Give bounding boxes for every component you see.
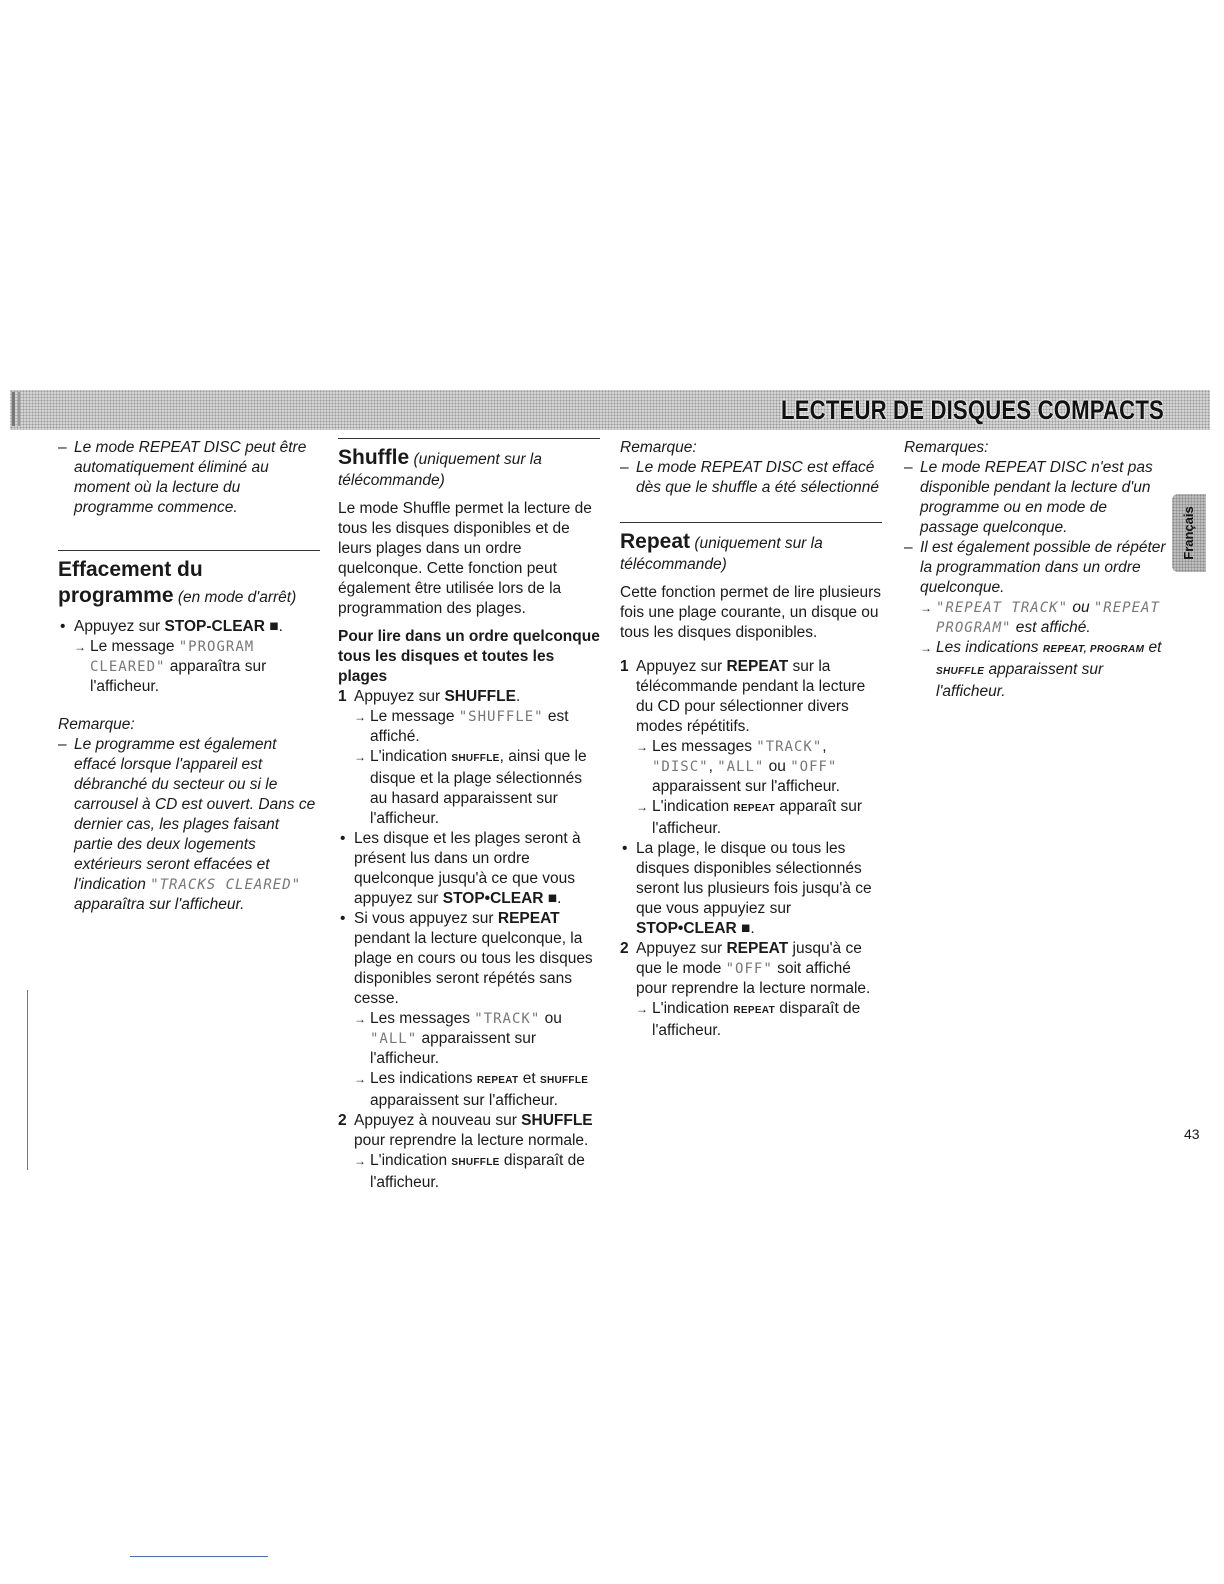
remark-text: – Le mode REPEAT DISC n'est pas disponible pendant la lecture d'un programme ou en mode de passage quelconque. bbox=[904, 458, 1166, 538]
banner-edge-mark bbox=[12, 392, 15, 426]
step-item: 2 Appuyez à nouveau sur SHUFFLE pour reprendre la lecture normale. bbox=[338, 1112, 593, 1149]
column-1 bbox=[58, 438, 320, 915]
section-heading-shuffle bbox=[338, 438, 600, 491]
step-item: 1 Appuyez sur REPEAT sur la télécommande pendant la lecture du CD pour sélectionner divers modes répétitifs. bbox=[620, 658, 866, 735]
display-message: "TRACK" bbox=[756, 739, 823, 755]
heading-title: Shuffle bbox=[338, 446, 410, 469]
display-message: "REPEAT TRACK" bbox=[936, 600, 1069, 616]
bullet-item: • Si vous appuyez sur REPEAT pendant la lecture quelconque, la plage en cours ou tous les disques disponibles seront répétés sans cesse. bbox=[338, 909, 600, 1009]
column-3 bbox=[620, 438, 882, 1041]
indicator-name: SHUFFLE bbox=[451, 1157, 500, 1168]
display-message: "PROGRAM CLEARED" bbox=[90, 639, 255, 675]
arrow-item: → L'indication SHUFFLE disparaît de l'afficheur. bbox=[338, 1151, 600, 1193]
display-message: "ALL" bbox=[717, 759, 765, 775]
key-name: SHUFFLE bbox=[521, 1112, 593, 1129]
display-message: "TRACK" bbox=[474, 1011, 541, 1027]
arrow-item: → Les messages "TRACK" ou "ALL" apparaissent sur l'afficheur. bbox=[338, 1009, 600, 1069]
arrow-item: → Le message "PROGRAM CLEARED" apparaîtra sur l'afficheur. bbox=[58, 637, 320, 697]
heading-title: Repeat bbox=[620, 530, 691, 553]
remark-text: – Le programme est également effacé lorsque l'appareil est débranché du secteur ou si le carrousel à CD est ouvert. Dans ce dernier cas, les plages faisant partie des deux logements extérieurs seront effacées et l'indication "TRACKS CLEARED" apparaîtra sur l'afficheur. bbox=[58, 735, 320, 915]
arrow-item: → L'indication SHUFFLE, ainsi que le disque et la plage sélectionnés au hasard apparaissent sur l'afficheur. bbox=[338, 747, 600, 829]
remark-label: Remarque: bbox=[58, 716, 135, 733]
arrow-item: → Les indications REPEAT, PROGRAM et SHUFFLE apparaissent sur l'afficheur. bbox=[904, 638, 1166, 702]
key-name: STOP•CLEAR ■ bbox=[442, 890, 558, 907]
margin-rule bbox=[27, 990, 28, 1170]
indicator-name: SHUFFLE bbox=[451, 753, 500, 764]
key-name: REPEAT bbox=[726, 940, 789, 957]
key-name: STOP-CLEAR ■ bbox=[164, 618, 279, 635]
indicator-name: SHUFFLE bbox=[540, 1075, 589, 1086]
page-number: 43 bbox=[1184, 1126, 1200, 1142]
column-4 bbox=[904, 438, 1166, 702]
arrow-item: → "REPEAT TRACK" ou "REPEAT PROGRAM" est affiché. bbox=[904, 598, 1166, 638]
display-message: "REPEAT PROGRAM" bbox=[936, 600, 1160, 636]
display-message: "ALL" bbox=[370, 1031, 418, 1047]
remark-label: Remarques: bbox=[904, 439, 989, 456]
remark-label: Remarque: bbox=[620, 439, 697, 456]
indicator-name: REPEAT bbox=[733, 1005, 775, 1016]
display-message: "DISC" bbox=[652, 759, 709, 775]
key-name: REPEAT bbox=[497, 910, 560, 927]
display-message: "OFF" bbox=[725, 961, 773, 977]
indicator-name: REPEAT bbox=[476, 1075, 519, 1086]
remark-text: – Le mode REPEAT DISC est effacé dès que le shuffle a été sélectionné bbox=[620, 458, 882, 498]
key-name: REPEAT bbox=[726, 658, 789, 675]
intro-paragraph: Cette fonction permet de lire plusieurs fois une plage courante, un disque ou tous les disques disponibles. bbox=[620, 584, 882, 641]
key-name: STOP•CLEAR ■ bbox=[636, 920, 751, 937]
indicator-name: REPEAT, PROGRAM bbox=[1042, 644, 1145, 655]
remark-text: – Il est également possible de répéter la programmation dans un ordre quelconque. bbox=[904, 538, 1166, 598]
display-message: "SHUFFLE" bbox=[458, 709, 544, 725]
arrow-item: → L'indication REPEAT disparaît de l'afficheur. bbox=[620, 999, 882, 1041]
section-title: LECTEUR DE DISQUES COMPACTS bbox=[781, 395, 1164, 425]
section-heading-repeat bbox=[620, 522, 882, 575]
note-repeat-disc: – Le mode REPEAT DISC peut être automatiquement éliminé au moment où la lecture du programme commence. bbox=[58, 438, 320, 518]
heading-title: Effacement du programme bbox=[58, 558, 203, 607]
step-item: 1 Appuyez sur SHUFFLE. bbox=[338, 688, 521, 705]
heading-subtitle: (uniquement sur la télécommande) bbox=[620, 535, 823, 573]
arrow-item: → Les indications REPEAT et SHUFFLE apparaissent sur l'afficheur. bbox=[338, 1069, 600, 1111]
intro-paragraph: Le mode Shuffle permet la lecture de tous les disques disponibles et de leurs plages dans un ordre quelconque. Cette fonction peut également être utilisée lors de la programmation des plages. bbox=[338, 500, 592, 617]
heading-subtitle: (uniquement sur la télécommande) bbox=[338, 451, 542, 489]
section-heading-effacement bbox=[58, 550, 320, 609]
arrow-item: → L'indication REPEAT apparaît sur l'afficheur. bbox=[620, 797, 882, 839]
display-message: "TRACKS CLEARED" bbox=[150, 877, 302, 893]
bullet-item: • Appuyez sur STOP-CLEAR ■. bbox=[58, 617, 320, 637]
arrow-item: → Les messages "TRACK", "DISC", "ALL" ou "OFF" apparaissent sur l'afficheur. bbox=[620, 737, 882, 797]
language-tab-label: Français bbox=[1181, 506, 1196, 560]
indicator-name: SHUFFLE bbox=[936, 666, 985, 677]
column-2 bbox=[338, 438, 600, 1193]
heading-subtitle: (en mode d'arrêt) bbox=[177, 589, 297, 606]
footer-rule bbox=[130, 1556, 268, 1557]
bullet-item: • La plage, le disque ou tous les disques disponibles sélectionnés seront lus plusieurs fois jusqu'à ce que vous appuyiez sur STOP•CLEAR ■. bbox=[620, 839, 882, 939]
step-item: 2 Appuyez sur REPEAT jusqu'à ce que le mode "OFF" soit affiché pour reprendre la lecture normale. bbox=[620, 940, 871, 997]
display-message: "OFF" bbox=[790, 759, 838, 775]
key-name: SHUFFLE bbox=[444, 688, 516, 705]
subheading: Pour lire dans un ordre quelconque tous les disques et toutes les plages bbox=[338, 628, 600, 685]
bullet-item: • Les disque et les plages seront à présent lus dans un ordre quelconque jusqu'à ce que vous appuyez sur STOP•CLEAR ■. bbox=[338, 829, 600, 909]
banner-edge-mark bbox=[18, 392, 20, 426]
arrow-item: → Le message "SHUFFLE" est affiché. bbox=[338, 707, 600, 747]
indicator-name: REPEAT bbox=[733, 803, 775, 814]
